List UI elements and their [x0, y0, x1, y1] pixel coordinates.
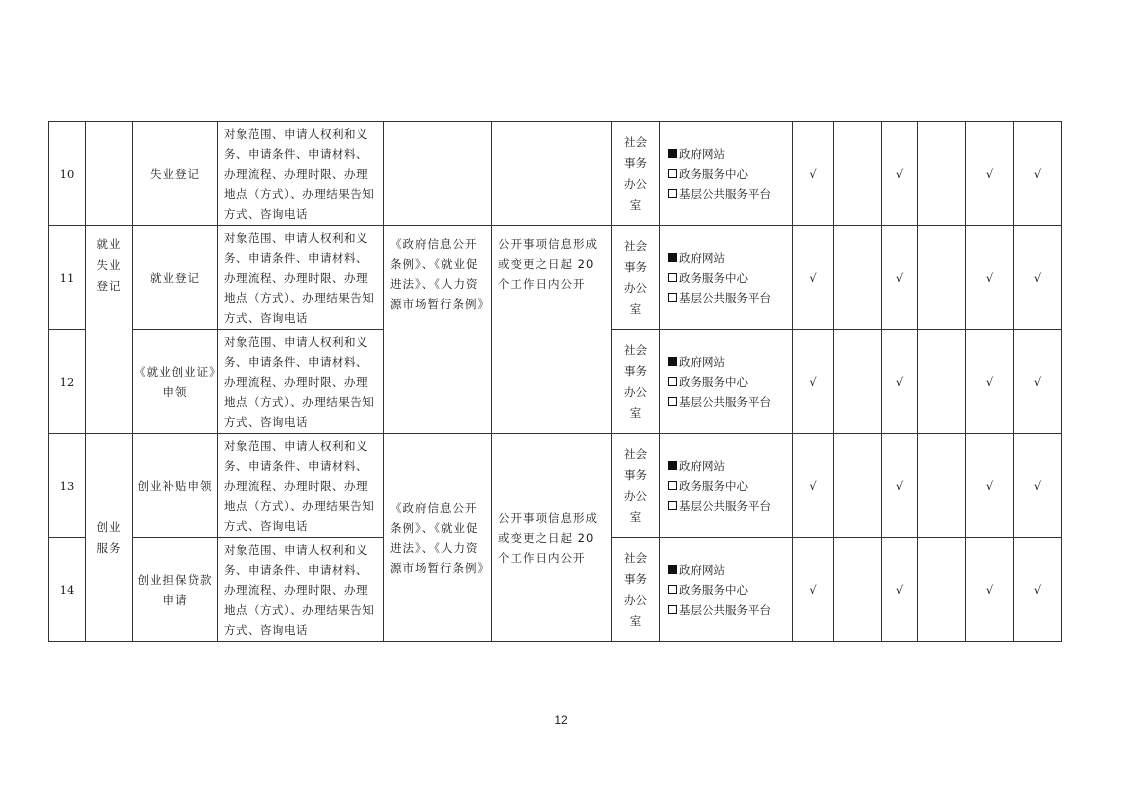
- department-name: 社会 事务 办公 室: [624, 238, 647, 316]
- channels-cell: [660, 226, 793, 330]
- row-number: 12: [49, 330, 86, 434]
- unchecked-box-icon: [668, 501, 677, 510]
- table-row: [49, 434, 1062, 538]
- empty-cell: [918, 226, 966, 330]
- item-name: 创业补贴申领: [133, 434, 218, 538]
- check-mark: √: [793, 226, 834, 330]
- channels-cell: [660, 434, 793, 538]
- check-mark: √: [793, 330, 834, 434]
- department-cell: [612, 434, 660, 538]
- check-mark: √: [1014, 226, 1062, 330]
- check-mark: √: [882, 434, 918, 538]
- unchecked-box-icon: [668, 189, 677, 198]
- channel-website: 政府网站: [668, 352, 784, 372]
- row-number: 13: [49, 434, 86, 538]
- channel-grassroots: 基层公共服务平台: [668, 184, 784, 204]
- table-row: [49, 226, 1062, 330]
- channel-service-center: 政务服务中心: [668, 268, 784, 288]
- check-mark: √: [966, 434, 1014, 538]
- category-cell: [86, 226, 133, 434]
- disclosure-content: 对象范围、申请人权利和义务、申请条件、申请材料、办理流程、办理时限、办理地点（方式）、办理结果告知方式、咨询电话: [218, 434, 384, 538]
- deadline-cell-empty: [492, 122, 612, 226]
- department-cell: [612, 122, 660, 226]
- department-cell: [612, 330, 660, 434]
- unchecked-box-icon: [668, 169, 677, 178]
- check-mark: √: [1014, 330, 1062, 434]
- channel-grassroots: 基层公共服务平台: [668, 288, 784, 308]
- item-name: 创业担保贷款申请: [133, 538, 218, 642]
- channel-service-center: 政务服务中心: [668, 580, 784, 600]
- basis-cell-empty: [384, 122, 492, 226]
- page-number: 12: [554, 713, 568, 727]
- check-mark: √: [882, 538, 918, 642]
- check-mark: √: [793, 434, 834, 538]
- department-name: 社会 事务 办公 室: [624, 342, 647, 420]
- disclosure-basis: 《政府信息公开条例》、《就业促进法》、《人力资源市场暂行条例》: [384, 226, 492, 434]
- unchecked-box-icon: [668, 377, 677, 386]
- check-mark: √: [1014, 538, 1062, 642]
- check-mark: √: [882, 226, 918, 330]
- channel-service-center: 政务服务中心: [668, 372, 784, 392]
- disclosure-table: [48, 121, 1062, 642]
- row-number: 11: [49, 226, 86, 330]
- channel-grassroots: 基层公共服务平台: [668, 496, 784, 516]
- unchecked-box-icon: [668, 397, 677, 406]
- empty-cell: [834, 330, 882, 434]
- table-row: [49, 122, 1062, 226]
- channel-website: 政府网站: [668, 456, 784, 476]
- channel-service-center: 政务服务中心: [668, 164, 784, 184]
- category-name: 创业 服务: [96, 519, 122, 555]
- disclosure-deadline: 公开事项信息形成或变更之日起 20 个工作日内公开: [492, 226, 612, 434]
- disclosure-content: 对象范围、申请人权利和义务、申请条件、申请材料、办理流程、办理时限、办理地点（方式）、办理结果告知方式、咨询电话: [218, 226, 384, 330]
- check-mark: √: [1014, 434, 1062, 538]
- disclosure-deadline: 公开事项信息形成或变更之日起 20 个工作日内公开: [492, 434, 612, 642]
- check-mark: √: [1014, 122, 1062, 226]
- check-mark: √: [793, 538, 834, 642]
- check-mark: √: [793, 122, 834, 226]
- check-mark: √: [966, 122, 1014, 226]
- check-mark: √: [966, 538, 1014, 642]
- empty-cell: [834, 226, 882, 330]
- department-name: 社会 事务 办公 室: [624, 134, 647, 212]
- empty-cell: [918, 330, 966, 434]
- department-name: 社会 事务 办公 室: [624, 550, 647, 628]
- item-name: 就业登记: [133, 226, 218, 330]
- disclosure-content: 对象范围、申请人权利和义务、申请条件、申请材料、办理流程、办理时限、办理地点（方式）、办理结果告知方式、咨询电话: [218, 538, 384, 642]
- department-name: 社会 事务 办公 室: [624, 446, 647, 524]
- channel-service-center: 政务服务中心: [668, 476, 784, 496]
- category-cell: [86, 434, 133, 642]
- disclosure-basis: 《政府信息公开条例》、《就业促进法》、《人力资源市场暂行条例》: [384, 434, 492, 642]
- check-mark: √: [966, 226, 1014, 330]
- unchecked-box-icon: [668, 481, 677, 490]
- check-mark: √: [966, 330, 1014, 434]
- channel-grassroots: 基层公共服务平台: [668, 392, 784, 412]
- unchecked-box-icon: [668, 585, 677, 594]
- unchecked-box-icon: [668, 605, 677, 614]
- row-number: 14: [49, 538, 86, 642]
- row-number: 10: [49, 122, 86, 226]
- channel-grassroots: 基层公共服务平台: [668, 600, 784, 620]
- disclosure-content: 对象范围、申请人权利和义务、申请条件、申请材料、办理流程、办理时限、办理地点（方式）、办理结果告知方式、咨询电话: [218, 330, 384, 434]
- check-mark: √: [882, 122, 918, 226]
- channel-website: 政府网站: [668, 144, 784, 164]
- checked-box-icon: [668, 357, 677, 366]
- department-cell: [612, 226, 660, 330]
- channels-cell: [660, 538, 793, 642]
- department-cell: [612, 538, 660, 642]
- category-name: 就业 失业 登记: [96, 237, 122, 293]
- empty-cell: [918, 434, 966, 538]
- unchecked-box-icon: [668, 293, 677, 302]
- check-mark: √: [882, 330, 918, 434]
- empty-cell: [834, 538, 882, 642]
- empty-cell: [918, 122, 966, 226]
- checked-box-icon: [668, 149, 677, 158]
- checked-box-icon: [668, 253, 677, 262]
- item-name: 失业登记: [133, 122, 218, 226]
- channel-website: 政府网站: [668, 248, 784, 268]
- checked-box-icon: [668, 565, 677, 574]
- channels-cell: [660, 330, 793, 434]
- disclosure-content: 对象范围、申请人权利和义务、申请条件、申请材料、办理流程、办理时限、办理地点（方式）、办理结果告知方式、咨询电话: [218, 122, 384, 226]
- channels-cell: [660, 122, 793, 226]
- channel-website: 政府网站: [668, 560, 784, 580]
- checked-box-icon: [668, 461, 677, 470]
- item-name: 《就业创业证》申领: [133, 330, 218, 434]
- empty-cell: [918, 538, 966, 642]
- category-cell-empty: [86, 122, 133, 226]
- empty-cell: [834, 122, 882, 226]
- empty-cell: [834, 434, 882, 538]
- unchecked-box-icon: [668, 273, 677, 282]
